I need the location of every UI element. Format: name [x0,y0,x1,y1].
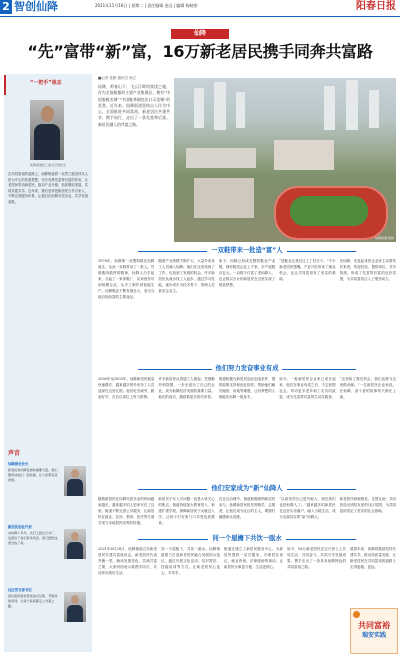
sidebar-text: 在共同富裕的道路上，仙降街道将一以贯之地坚持以人民为中心的发展思想，充分发挥先富带后富的作用，让老居民带动新居民，推动产业升级、拓宽增收渠道，实现共建共享。近年来，我们坚持把新居民当作自家人，不断完善服务体系，让他们在仙降安居乐业，共享发展成果。 [8,172,88,204]
section-heading [98,246,396,256]
voice-photo [64,466,86,496]
voice-text: 我们组织新老居民结对互助，开展技能培训，让每个家庭都走上共富之路。 [8,594,58,608]
text-column: 1978年，仙降第一双塑料鞋在仙降诞生，从此一双鞋带动了一批人。凭借敢闯敢拼的精神，仙降人白手起家，办起了一家家鞋厂，从家庭作坊到规模企业，从手工制作到智能生产，仙降鞋业不断发展壮大，成为当地百姓致富的主要途径。 [98,259,155,299]
text-column: 街道还建立了新居民服务中心，为新居民提供一站式服务，办理居住登记、就业咨询、法律援助等事项，让新居民办事更方便、生活更舒心。 [224,547,283,569]
section-body [98,496,396,530]
section-body [98,376,396,480]
promo-line-1: 共同富裕 [358,621,390,630]
section-body [98,258,396,362]
kicker-badge: 仙降 [171,29,229,39]
promo-logo [350,608,398,654]
voices-heading: 声音 [8,450,21,457]
text-column: 如今，仙降已形成完整的鞋业产业链，拥有鞋类企业上千家，年产值数百亿元。一双鞋不仅富了老仙降人，也让数以万计的新居民在这里实现了财富梦想。 [218,259,276,287]
section-heading-text: 一双鞋带来一批造“富”人 [207,247,286,254]
text-column: 随着产业规模不断扩大，大量外来务工人员涌入仙降。他们在这里找到了工作，也找到了发展的机会。许多新居民从流水线工人起步，通过学习技能，逐步成长为技术骨干、管理人员甚至企业主。 [158,259,215,293]
text-column: “以前觉得自己是外地人，现在我们也是仙降人了。”越来越多的新居民在这里买房落户，融入当地生活，成为名副其实的“新”仙降人。 [279,497,336,519]
section-heading-text: 他们努力发奋事业有成 [212,365,283,372]
intro-paragraph: 仙降，鸡春山下、飞云江畔的富饶之地，作为全国鞋都的主要产业集聚区，拥有“中国胶鞋名城”“中国鞋革箱包出口示范城”的美誉。近年来，仙降街道坚持以人民为中心，全面推进共同富裕，新老居民共建共享、携手同行，走出了一条先富带后富、新居民融入的共富之路。 [98,84,170,127]
voice-name: 仙降商会会长 [8,462,29,466]
voice-name: 新居民创业代表 [8,525,32,529]
photo-caption: 仙降街道 航拍 [375,236,394,240]
section-heading [98,534,396,544]
text-column: 2021年6月28日，仙降街道召开新老居民共建共富座谈会，新老居民代表齐聚一堂，畅谈发展变化，共商共富之策，大家纷纷表示要携手同行，共同奔向美好生活。 [98,547,157,575]
voice-name: 社区党支部书记 [8,588,32,592]
section-heading [98,484,396,494]
text-column: 如今，一批新居民企业家已成长起来，他们在事业有成之后，不忘回馈社会，带动更多老乡和工友共同致富，成为先富带后富的生动实践者。 [279,377,336,399]
official-portrait [30,100,64,160]
portrait-caption: 仙降街道党工委书记周先生 [29,163,66,167]
text-column: 如今，16万新老居民在这片热土上共同生活、共同奋斗、共同分享发展成果，携手走出了一条具有仙降特色的共同富裕之路。 [287,547,346,569]
voice-photo [64,592,86,622]
text-column: 2000年至2003年，仙降新居民数量快速增长，越来越多的外来务工人员选择在这里扎根。他们吃苦耐劳、勤奋好学，在各自岗位上努力拼搏。 [98,377,155,399]
promo-mark-icon [353,611,360,618]
voice-item [8,462,88,522]
section-body [98,546,346,652]
dateline: 2021年11月16日 | 星期二 | 责任编辑 金远 | 编辑 杨晓彤 [95,3,198,8]
voice-text: 来仙降十多年，从打工到自己办厂，这里给了我们很多机会，我已经把这里当成了家。 [8,531,58,545]
text-column: 在仙降，先富起来的企业家主动帮扶后来者，传授经验、提供岗位、共享资源，形成了先富带后富的良好氛围，为共同富裕注入了强劲动力。 [339,259,397,281]
section-heading-text: 他们安家成为“新”仙降人 [207,485,286,492]
aerial-photo [174,78,396,242]
text-column: 街道积极为新居民创业创造条件，提供政策支持和创业指导，帮助他们解决融资、用地等难题，让有梦想的人都能在仙降一展身手。 [218,377,276,399]
text-column: 新老居民和睦相处、互帮互助，共同营造出团结友爱的社区氛围，为共同富裕奠定了坚实的社会基础。 [339,497,397,513]
byline: ■记者 张颖 通讯员 徐立 [98,76,137,80]
section-body [350,546,396,604]
text-column: 同一个屋檐下，共饮一瓯水。仙降街道着力打造新老居民融合发展的示范区，通过开展文化活动、结对帮扶、技能培训等方式，让新老居民心连心、手牵手。 [161,547,220,575]
text-column: 许多新居民从普通工人做起，凭借勤劳和智慧，一步步创办了自己的企业，成为仙降经济发展的重要力量。他们的成功，激励着更多的后来者。 [158,377,215,399]
page-headline: “先”富带“新”富，16万新老居民携手同奔共富路 [27,42,373,61]
voice-text: 新居民是仙降发展的重要力量，我们要带动他们一起致富，让大家都有获得感。 [8,468,58,482]
voice-item [8,525,88,585]
text-column: 展望未来，仙降将继续坚持共建共享，推动高质量发展，让新老居民在共同富裕的道路上走得更稳、更远。 [350,547,396,569]
sidebar-accent [4,75,6,95]
promo-line-2: 瑞安实践 [361,632,386,639]
masthead-rule [0,16,400,17]
text-column: 随着新居民在仙降安居乐业的时间越来越长，越来越多的人把家安在了这里。街道不断完善公共服务，让新居民在就业、住房、教育、医疗等方面享受与本地居民同等的待遇。 [98,497,155,525]
text-column: 在社区治理中，街道积极吸纳新居民参与，选聘新居民担任网格员、志愿者，让他们成为社区的主人，增强归属感和认同感。 [218,497,276,519]
newspaper-logo: 阳春日报 [356,1,396,12]
section-title: 智创仙降 [14,0,58,13]
section-heading-text: 同一个屋檐下共饮一瓯水 [208,535,285,542]
text-column: 新居民子女入学问题一直是大家关心的焦点。街道持续加大教育投入，新建扩建学校，保障新居民子女就近入学，让孩子们在家门口享受优质教育。 [158,497,215,525]
voice-photo [64,529,86,559]
sidebar-heading: “一把手”谈志 [30,80,62,86]
text-column: “是鞋业让我们过上了好日子。”不少新老居民感慨。产业兴旺带来了就业机会，也让共同富裕有了坚实的基础。 [279,259,336,281]
page-number: 2 [0,0,12,14]
section-heading [98,364,396,374]
voice-item [8,588,88,648]
text-column: “这里给了我们机会，我们也要为这里做贡献。”一位新居民企业家说。在仙降，奋斗者的故事每天都在上演。 [339,377,397,399]
